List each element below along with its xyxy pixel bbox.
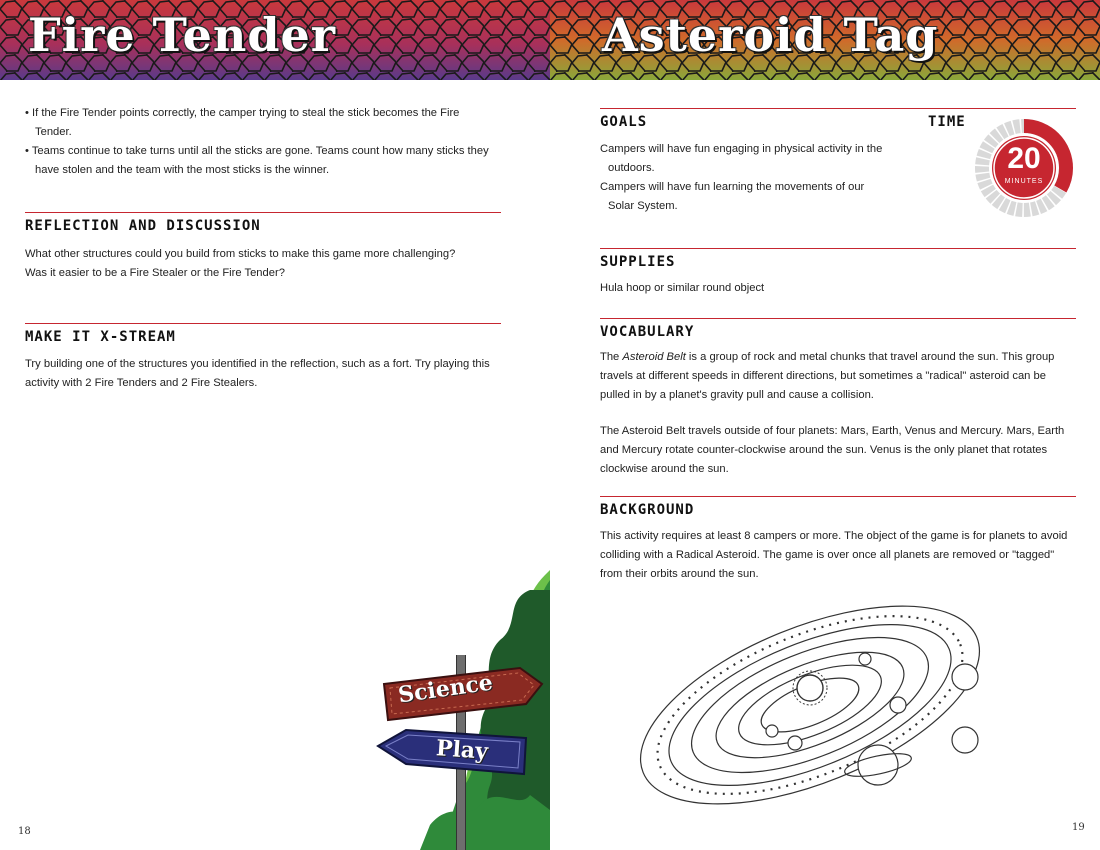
right-page [550, 0, 1100, 850]
section-divider [600, 318, 1076, 319]
reflection-heading: REFLECTION AND DISCUSSION [25, 218, 261, 234]
goal-item: Campers will have fun learning the movements of our Solar System. [600, 181, 865, 212]
reflection-question: What other structures could you build from sticks to make this game more challenging? [25, 248, 456, 260]
section-divider [25, 323, 501, 324]
supplies-text: Hula hoop or similar round object [600, 282, 765, 294]
time-unit: MINUTES [1004, 178, 1044, 185]
xstream-text: Try building one of the structures you identified in the reflection, such as a fort. Try playing this activity with 2 Fire Tenders and 2 Fire Stealers. [25, 358, 490, 389]
section-divider [600, 108, 1076, 109]
goal-item: Campers will have fun engaging in physical activity in the outdoors. [600, 143, 883, 174]
vocabulary-text [600, 348, 1076, 479]
science-sign: Science [396, 669, 495, 709]
vocabulary-heading: VOCABULARY [600, 324, 695, 340]
goals-heading: GOALS [600, 114, 648, 130]
background-text: This activity requires at least 8 campers or more. The object of the game is for planets to avoid colliding with a Radical Asteroid. The game is over once all planets are removed or "tagged" from their orbits around the sun. [600, 530, 1068, 580]
vocabulary-definition: The Asteroid Belt is a group of rock and metal chunks that travel around the sun. This group travels at different speeds in different directions, but sometimes a "radical" asteroid can be pulled in by a planet's gravity pull and cause a collision. [600, 351, 1055, 401]
time-value: 20 [1007, 142, 1041, 175]
time-heading: TIME [928, 114, 966, 130]
bullet-item: • If the Fire Tender points correctly, the camper trying to steal the stick becomes the Fire Tender. [25, 107, 460, 138]
vocabulary-orbit-text: The Asteroid Belt travels outside of four planets: Mars, Earth, Venus and Mercury. Mars, Earth and Mercury rotate counter-clockwise around the sun. Venus is the only planet that rotates clockwise around the sun. [600, 425, 1065, 475]
fire-tender-banner [0, 0, 550, 80]
asteroid-tag-banner [550, 0, 1100, 80]
bullet-list [25, 104, 495, 180]
xstream-heading: MAKE IT X-STREAM [25, 329, 176, 345]
reflection-question: Was it easier to be a Fire Stealer or the Fire Tender? [25, 267, 285, 279]
supplies-heading: SUPPLIES [600, 254, 676, 270]
solar-system-drawing [620, 585, 1000, 825]
section-divider [600, 496, 1076, 497]
time-badge [974, 118, 1074, 218]
section-divider [600, 248, 1076, 249]
page-title: Asteroid Tag [602, 8, 939, 62]
play-sign: Play [435, 735, 489, 765]
page-number: 19 [1072, 822, 1085, 833]
bullet-item: • Teams continue to take turns until all the sticks are gone. Teams count how many sticks they have stolen and the team with the most sticks is the winner. [25, 145, 489, 176]
section-divider [25, 212, 501, 213]
vocabulary-term: Asteroid Belt [622, 351, 686, 363]
reflection-text [25, 245, 505, 283]
page-number: 18 [18, 826, 31, 837]
goals-list [600, 140, 890, 216]
background-heading: BACKGROUND [600, 502, 695, 518]
page-title: Fire Tender [28, 8, 336, 62]
